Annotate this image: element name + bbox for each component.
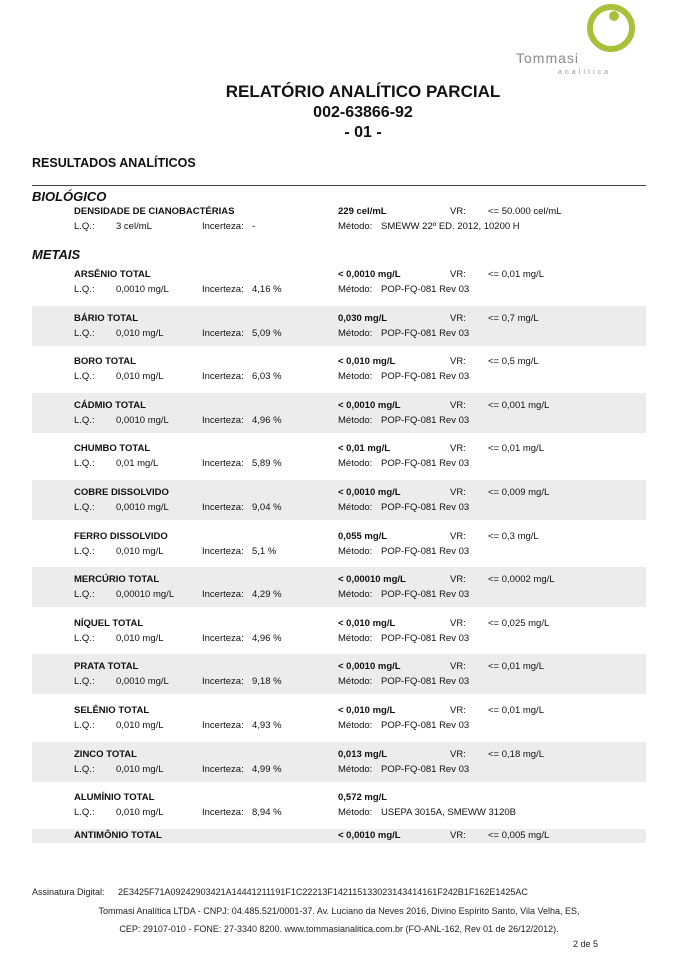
method-label: Método:	[338, 632, 373, 644]
lq-value: 0,010 mg/L	[116, 807, 164, 819]
vr-label: VR:	[450, 206, 466, 217]
divider	[32, 185, 646, 186]
lq-value: 0,0010 mg/L	[116, 502, 169, 513]
method-label: Método:	[338, 327, 373, 339]
vr-label: VR:	[450, 530, 466, 542]
parameter-name: CÁDMIO TOTAL	[74, 399, 146, 411]
result-value: < 0,0010 mg/L	[338, 399, 401, 411]
parameter-name: DENSIDADE DE CIANOBACTÉRIAS	[74, 206, 235, 217]
vr-label: VR:	[450, 661, 466, 673]
result-entry-bio	[32, 199, 646, 239]
result-value: < 0,00010 mg/L	[338, 574, 406, 586]
uncertainty-value: 5,89 %	[252, 458, 282, 470]
result-value: < 0,010 mg/L	[338, 356, 396, 368]
uncertainty-value: 4,93 %	[252, 720, 282, 731]
method-value: POP-FQ-081 Rev 03	[381, 414, 470, 426]
result-entry	[32, 785, 646, 825]
uncertainty-label: Incerteza:	[202, 676, 244, 688]
result-entry	[32, 306, 646, 346]
signature-label: Assinatura Digital:	[32, 887, 105, 897]
result-entry	[32, 524, 646, 564]
parameter-name: ARSÊNIO TOTAL	[74, 269, 151, 280]
result-entry	[32, 611, 646, 651]
uncertainty-label: Incerteza:	[202, 284, 244, 295]
uncertainty-value: 4,16 %	[252, 284, 282, 295]
reference-value: <= 0,3 mg/L	[488, 530, 539, 542]
parameter-name: BORO TOTAL	[74, 356, 136, 368]
uncertainty-label: Incerteza:	[202, 807, 244, 819]
result-value: < 0,010 mg/L	[338, 617, 396, 629]
lq-label: L.Q.:	[74, 221, 95, 232]
vr-label: VR:	[450, 705, 466, 716]
lq-value: 0,0010 mg/L	[116, 676, 169, 688]
lq-value: 0,010 mg/L	[116, 720, 164, 731]
result-value: < 0,0010 mg/L	[338, 487, 401, 498]
vr-label: VR:	[450, 356, 466, 368]
parameter-name: NÍQUEL TOTAL	[74, 617, 144, 629]
parameter-name: MERCÚRIO TOTAL	[74, 574, 160, 586]
lq-value: 3 cel/mL	[116, 221, 152, 232]
result-entry	[32, 436, 646, 476]
method-label: Método:	[338, 720, 373, 731]
method-label: Método:	[338, 414, 373, 426]
lq-label: L.Q.:	[74, 720, 95, 731]
result-entry	[32, 567, 646, 607]
uncertainty-value: 5,1 %	[252, 545, 277, 557]
result-value: 0,055 mg/L	[338, 530, 388, 542]
result-value: < 0,010 mg/L	[338, 705, 396, 716]
uncertainty-value: 4,96 %	[252, 632, 282, 644]
lq-value: 0,010 mg/L	[116, 763, 164, 775]
uncertainty-value: 5,09 %	[252, 327, 282, 339]
results-heading: RESULTADOS ANALÍTICOS	[32, 156, 196, 170]
result-value: < 0,0010 mg/L	[338, 661, 401, 673]
lq-value: 0,01 mg/L	[116, 458, 159, 470]
reference-value: <= 0,01 mg/L	[488, 269, 544, 280]
result-value: < 0,0010 mg/L	[338, 269, 401, 280]
vr-label: VR:	[450, 487, 466, 498]
reference-value: <= 0,005 mg/L	[488, 829, 550, 841]
parameter-name: ZINCO TOTAL	[74, 748, 137, 760]
uncertainty-value: -	[252, 221, 256, 232]
method-label: Método:	[338, 807, 373, 819]
result-value: 0,013 mg/L	[338, 748, 388, 760]
reference-value: <= 0,18 mg/L	[488, 748, 544, 760]
vr-label: VR:	[450, 312, 466, 324]
result-entry	[32, 698, 646, 738]
parameter-name: SELÊNIO TOTAL	[74, 705, 150, 716]
lq-label: L.Q.:	[74, 545, 95, 557]
method-label: Método:	[338, 545, 373, 557]
vr-label: VR:	[450, 748, 466, 760]
lq-label: L.Q.:	[74, 284, 95, 295]
parameter-name: BÁRIO TOTAL	[74, 312, 139, 324]
parameter-name: ALUMÍNIO TOTAL	[74, 792, 155, 804]
vr-label: VR:	[450, 617, 466, 629]
method-value: POP-FQ-081 Rev 03	[381, 371, 470, 383]
uncertainty-value: 9,04 %	[252, 502, 282, 513]
result-entry	[32, 393, 646, 433]
reference-value: <= 0,0002 mg/L	[488, 574, 555, 586]
vr-label: VR:	[450, 269, 466, 280]
vr-label: VR:	[450, 574, 466, 586]
uncertainty-value: 4,29 %	[252, 589, 282, 601]
uncertainty-value: 9,18 %	[252, 676, 282, 688]
section-biologico: BIOLÓGICO	[32, 189, 107, 204]
method-label: Método:	[338, 502, 373, 513]
parameter-name: FERRO DISSOLVIDO	[74, 530, 168, 542]
lq-label: L.Q.:	[74, 589, 95, 601]
result-entry	[32, 262, 646, 302]
report-number: 002-63866-92	[313, 104, 413, 121]
footer-contact: CEP: 29107-010 - FONE: 27-3340 8200. www.tommasianalitica.com.br (FO-ANL-162, Rev 01 de 26/12/2012).	[119, 924, 559, 934]
reference-value: <= 0,01 mg/L	[488, 661, 544, 673]
result-value: < 0,0010 mg/L	[338, 829, 401, 841]
vr-label: VR:	[450, 829, 466, 841]
method-value: SMEWW 22º ED. 2012, 10200 H	[381, 221, 520, 232]
result-entry	[32, 742, 646, 782]
lq-value: 0,0010 mg/L	[116, 414, 169, 426]
report-title: RELATÓRIO ANALÍTICO PARCIAL	[225, 82, 501, 101]
parameter-name: PRATA TOTAL	[74, 661, 139, 673]
method-value: POP-FQ-081 Rev 03	[381, 676, 470, 688]
method-value: POP-FQ-081 Rev 03	[381, 589, 470, 601]
method-label: Método:	[338, 676, 373, 688]
lq-value: 0,010 mg/L	[116, 327, 164, 339]
uncertainty-label: Incerteza:	[202, 763, 244, 775]
reference-value: <= 0,5 mg/L	[488, 356, 539, 368]
result-value: < 0,01 mg/L	[338, 443, 391, 455]
result-value: 229 cel/mL	[338, 206, 387, 217]
report-part: - 01 -	[344, 124, 382, 141]
result-entry	[32, 829, 646, 843]
reference-value: <= 0,01 mg/L	[488, 443, 544, 455]
uncertainty-value: 8,94 %	[252, 807, 282, 819]
parameter-name: CHUMBO TOTAL	[74, 443, 151, 455]
lq-value: 0,010 mg/L	[116, 545, 164, 557]
lq-value: 0,010 mg/L	[116, 632, 164, 644]
reference-value: <= 0,009 mg/L	[488, 487, 550, 498]
method-value: POP-FQ-081 Rev 03	[381, 284, 470, 295]
method-value: POP-FQ-081 Rev 03	[381, 632, 470, 644]
uncertainty-label: Incerteza:	[202, 371, 244, 383]
uncertainty-label: Incerteza:	[202, 327, 244, 339]
lq-label: L.Q.:	[74, 676, 95, 688]
uncertainty-value: 6,03 %	[252, 371, 282, 383]
reference-value: <= 0,7 mg/L	[488, 312, 539, 324]
result-value: 0,030 mg/L	[338, 312, 388, 324]
uncertainty-value: 4,99 %	[252, 763, 282, 775]
method-label: Método:	[338, 458, 373, 470]
reference-value: <= 0,01 mg/L	[488, 705, 544, 716]
footer-address: Tommasi Analítica LTDA - CNPJ: 04.485.521/0001-37. Av. Luciano da Neves 2016, Divino Espírito Santo, Vila Velha, ES,	[98, 906, 580, 916]
lq-label: L.Q.:	[74, 458, 95, 470]
lq-value: 0,010 mg/L	[116, 371, 164, 383]
method-value: POP-FQ-081 Rev 03	[381, 545, 470, 557]
reference-value: <= 0,001 mg/L	[488, 399, 550, 411]
signature-value: 2E3425F71A09242903421A14441211191F1C22213F142115133023143414161F242B1F162E1425AC	[118, 887, 528, 897]
uncertainty-label: Incerteza:	[202, 589, 244, 601]
reference-value: <= 0,025 mg/L	[488, 617, 550, 629]
result-entry	[32, 654, 646, 694]
lq-value: 0,00010 mg/L	[116, 589, 175, 601]
lq-label: L.Q.:	[74, 763, 95, 775]
parameter-name: COBRE DISSOLVIDO	[74, 487, 169, 498]
vr-label: VR:	[450, 399, 466, 411]
method-value: POP-FQ-081 Rev 03	[381, 458, 470, 470]
vr-label: VR:	[450, 443, 466, 455]
lq-label: L.Q.:	[74, 327, 95, 339]
method-label: Método:	[338, 763, 373, 775]
method-value: POP-FQ-081 Rev 03	[381, 763, 470, 775]
parameter-name: ANTIMÔNIO TOTAL	[74, 829, 162, 841]
lq-label: L.Q.:	[74, 414, 95, 426]
method-value: USEPA 3015A, SMEWW 3120B	[381, 807, 516, 819]
result-entry	[32, 480, 646, 520]
method-label: Método:	[338, 221, 373, 232]
uncertainty-label: Incerteza:	[202, 221, 244, 232]
result-value: 0,572 mg/L	[338, 792, 388, 804]
method-label: Método:	[338, 371, 373, 383]
method-label: Método:	[338, 589, 373, 601]
logo-subtitle: analítica	[558, 69, 612, 76]
method-value: POP-FQ-081 Rev 03	[381, 327, 470, 339]
uncertainty-label: Incerteza:	[202, 720, 244, 731]
result-entry	[32, 349, 646, 389]
uncertainty-label: Incerteza:	[202, 458, 244, 470]
uncertainty-label: Incerteza:	[202, 632, 244, 644]
uncertainty-value: 4,96 %	[252, 414, 282, 426]
method-value: POP-FQ-081 Rev 03	[381, 502, 470, 513]
uncertainty-label: Incerteza:	[202, 502, 244, 513]
page-number: 2 de 5	[573, 939, 599, 949]
lq-label: L.Q.:	[74, 502, 95, 513]
lq-label: L.Q.:	[74, 807, 95, 819]
section-metais: METAIS	[32, 247, 81, 262]
uncertainty-label: Incerteza:	[202, 414, 244, 426]
lq-label: L.Q.:	[74, 371, 95, 383]
method-label: Método:	[338, 284, 373, 295]
uncertainty-label: Incerteza:	[202, 545, 244, 557]
logo-name: Tommasi	[516, 50, 580, 66]
method-value: POP-FQ-081 Rev 03	[381, 720, 470, 731]
lq-label: L.Q.:	[74, 632, 95, 644]
reference-value: <= 50.000 cel/mL	[488, 206, 562, 217]
lq-value: 0,0010 mg/L	[116, 284, 169, 295]
